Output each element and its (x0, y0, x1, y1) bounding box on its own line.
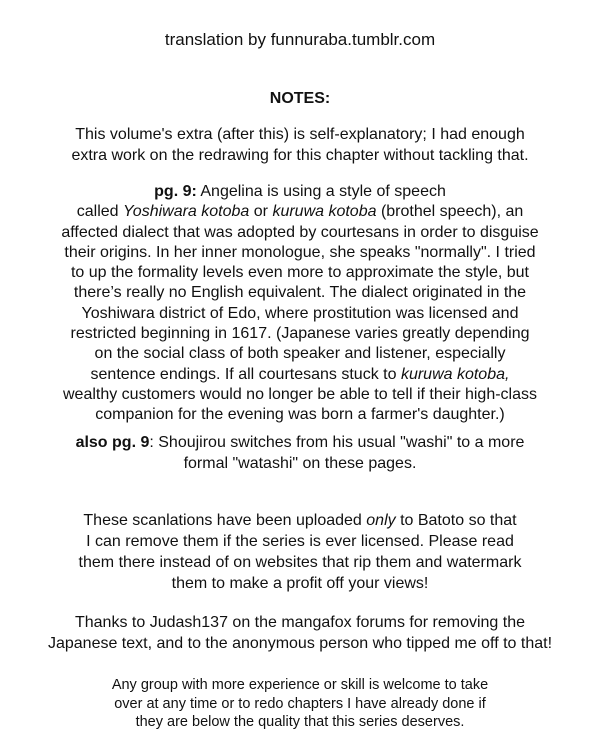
intro-line: This volume's extra (after this) is self-explanatory; I had enough (75, 126, 525, 143)
page9-text: Angelina is using a style of speech (196, 183, 446, 200)
recruit-paragraph (0, 676, 600, 732)
also-page9-text: : Shoujirou switches from his usual "washi" to a more (149, 434, 525, 451)
page9-line: affected dialect that was adopted by courtesans in order to disguise (61, 223, 539, 241)
page9-text: called (76, 203, 123, 221)
recruit-line: Any group with more experience or skill is welcome to take (111, 677, 489, 693)
term-yoshiwara-kotoba: Yoshiwara kotoba (123, 203, 250, 221)
page9-text: (brothel speech), an (376, 203, 524, 221)
uploads-text: These scanlations have been uploaded (83, 512, 367, 529)
page9-line: their origins. In her inner monologue, she speaks "normally". I tried (64, 243, 536, 261)
also-page9-line: formal "watashi" on these pages. (183, 455, 417, 472)
uploads-text: to Batoto so that (395, 512, 517, 529)
also-page9-line (0, 432, 600, 453)
notes-heading (0, 89, 600, 109)
recruit-line: they are below the quality that this series deserves. (135, 714, 465, 730)
also-page9-note (0, 432, 600, 474)
translator-credit (0, 29, 600, 51)
uploads-paragraph (0, 510, 600, 594)
recruit-line: over at any time or to redo chapters I have already done if (114, 695, 486, 712)
page9-line: restricted beginning in 1617. (Japanese varies greatly depending (70, 325, 530, 343)
intro-paragraph (0, 124, 600, 166)
term-kuruwa-kotoba: kuruwa kotoba, (400, 365, 510, 383)
thanks-line: Thanks to Judash137 on the mangafox forums for removing the (74, 614, 526, 631)
uploads-line: them there instead of on websites that rip them and watermark (78, 554, 522, 571)
page9-line (0, 182, 600, 202)
thanks-paragraph (0, 612, 600, 654)
page9-line: wealthy customers would no longer be able to tell if their high-class (62, 385, 538, 403)
uploads-line (0, 510, 600, 531)
page9-line: on the social class of both speaker and listener, especially (94, 345, 506, 363)
page9-line: Yoshiwara district of Edo, where prostitution was licensed and (81, 304, 519, 322)
notes-title: NOTES: (269, 90, 331, 107)
page9-line: there’s really no English equivalent. The dialect originated in the (73, 284, 527, 302)
page9-line: companion for the evening was born a farmer's daughter.) (95, 406, 505, 424)
page9-line (0, 365, 600, 385)
page9-text: or (249, 203, 273, 221)
page9-note (0, 182, 600, 426)
uploads-line: I can remove them if the series is ever licensed. Please read (86, 533, 514, 550)
credit-text: translation by funnuraba.tumblr.com (164, 30, 436, 49)
page9-line: to up the formality levels even more to approximate the style, but (70, 264, 529, 282)
intro-line: extra work on the redrawing for this chapter without tackling that. (71, 147, 529, 164)
page9-line (0, 202, 600, 222)
uploads-emphasis: only (366, 512, 396, 529)
uploads-line: them to make a profit off your views! (171, 575, 429, 592)
page9-text: sentence endings. If all courtesans stuck to (90, 365, 401, 383)
page9-label: pg. 9: (154, 183, 197, 200)
thanks-line: Japanese text, and to the anonymous person who tipped me off to that! (47, 635, 553, 652)
also-page9-label: also pg. 9 (75, 434, 150, 451)
term-kuruwa-kotoba: kuruwa kotoba (272, 203, 377, 221)
